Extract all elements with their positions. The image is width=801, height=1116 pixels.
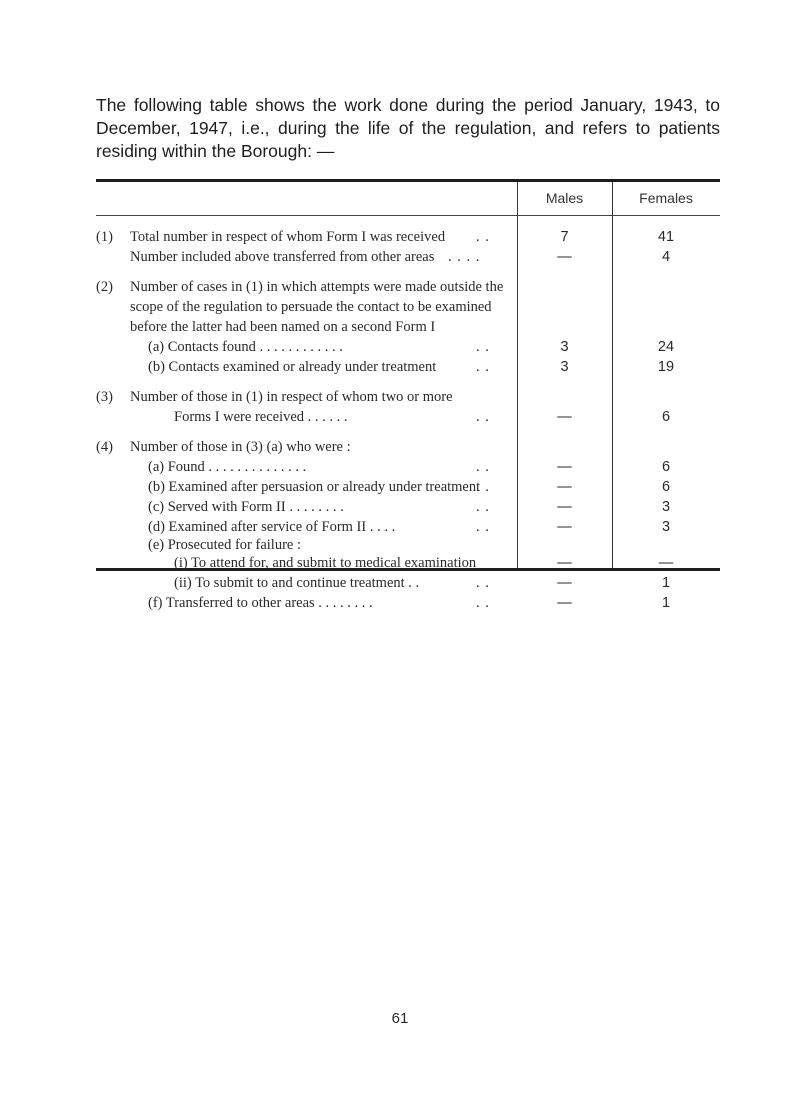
row-number: (4) (96, 439, 113, 455)
females-value: 3 (661, 519, 671, 535)
table-row (96, 573, 720, 593)
row-leader: . . (476, 229, 490, 245)
table-row (96, 357, 720, 377)
column-header-females: Females (639, 190, 693, 206)
header-rule-label (96, 215, 517, 216)
row-label: (a) Contacts found . . . . . . . . . . . . (148, 339, 343, 355)
row-number: (2) (96, 279, 113, 295)
males-value: — (557, 555, 572, 571)
table-row (96, 277, 720, 297)
row-label: (e) Prosecuted for failure : (148, 537, 301, 553)
row-label: (ii) To submit to and continue treatment . . (174, 575, 420, 591)
females-value: 1 (661, 595, 671, 611)
table-row (96, 387, 720, 407)
row-label: Total number in respect of whom Form I was received (130, 229, 446, 245)
males-value: 7 (560, 229, 569, 245)
column-header-males: Males (545, 190, 584, 206)
table-row (96, 437, 720, 457)
header-rule-males (517, 215, 612, 216)
females-value: 1 (661, 575, 671, 591)
males-value: 3 (560, 339, 569, 355)
males-value: — (557, 409, 572, 425)
table-row (96, 593, 720, 613)
females-value: 19 (657, 359, 675, 375)
row-number: (1) (96, 229, 113, 245)
table-row (96, 227, 720, 247)
females-value: 41 (657, 229, 675, 245)
males-value: — (557, 459, 572, 475)
table-row (96, 535, 720, 555)
row-leader: . . . . (448, 249, 481, 265)
table-row (96, 247, 720, 267)
row-leader: . . (476, 595, 490, 611)
row-label: (b) Examined after persuasion or already under treatment (148, 479, 481, 495)
row-label: Number included above transferred from other areas (130, 249, 435, 265)
males-value: — (557, 595, 572, 611)
row-label: before the latter had been named on a second Form I (130, 319, 436, 335)
table-row (96, 297, 720, 317)
header-rule-females (612, 215, 720, 216)
table-row (96, 553, 720, 573)
males-value: — (557, 575, 572, 591)
row-label: Number of those in (1) in respect of whom two or more (130, 389, 453, 405)
table-row (96, 457, 720, 477)
row-leader: . . (476, 459, 490, 475)
table-row (96, 517, 720, 537)
females-value: 24 (657, 339, 675, 355)
row-label: (i) To attend for, and submit to medical examination (174, 555, 477, 571)
females-value: 6 (661, 479, 671, 495)
females-value: 4 (661, 249, 671, 265)
row-leader: . . (476, 575, 490, 591)
row-label: Forms I were received . . . . . . (174, 409, 348, 425)
table-row (96, 407, 720, 427)
table-top-rule (96, 179, 720, 182)
table-row (96, 477, 720, 497)
table-row (96, 317, 720, 337)
females-value: 3 (661, 499, 671, 515)
row-leader: . . (476, 479, 490, 495)
row-leader: . . (476, 339, 490, 355)
males-value: — (557, 249, 572, 265)
females-value: 6 (661, 409, 671, 425)
males-value: — (557, 519, 572, 535)
row-leader: . . (476, 409, 490, 425)
page-number: 61 (391, 1010, 409, 1027)
row-label: (f) Transferred to other areas . . . . . . . . (148, 595, 373, 611)
row-leader: . . (476, 499, 490, 515)
row-label: Number of those in (3) (a) who were : (130, 439, 351, 455)
females-value: 6 (661, 459, 671, 475)
row-leader: . . (476, 519, 490, 535)
row-label: (b) Contacts examined or already under treatment (148, 359, 437, 375)
row-leader: . . (476, 359, 490, 375)
row-label: scope of the regulation to persuade the contact to be examined (130, 299, 492, 315)
row-label: (c) Served with Form II . . . . . . . . (148, 499, 344, 515)
row-number: (3) (96, 389, 113, 405)
intro-paragraph: The following table shows the work done during the period January, 1943, to December, 1947, i.e., during the life of the regulation, and refers to patients residing within the Borough: — (96, 95, 720, 161)
females-value: — (658, 555, 674, 571)
males-value: — (557, 499, 572, 515)
males-value: 3 (560, 359, 569, 375)
row-label: (a) Found . . . . . . . . . . . . . . (148, 459, 307, 475)
table-row (96, 497, 720, 517)
row-label: (d) Examined after service of Form II . . . . (148, 519, 396, 535)
table-row (96, 337, 720, 357)
males-value: — (557, 479, 572, 495)
statistics-table (96, 179, 720, 571)
row-label: Number of cases in (1) in which attempts were made outside the (130, 279, 504, 295)
